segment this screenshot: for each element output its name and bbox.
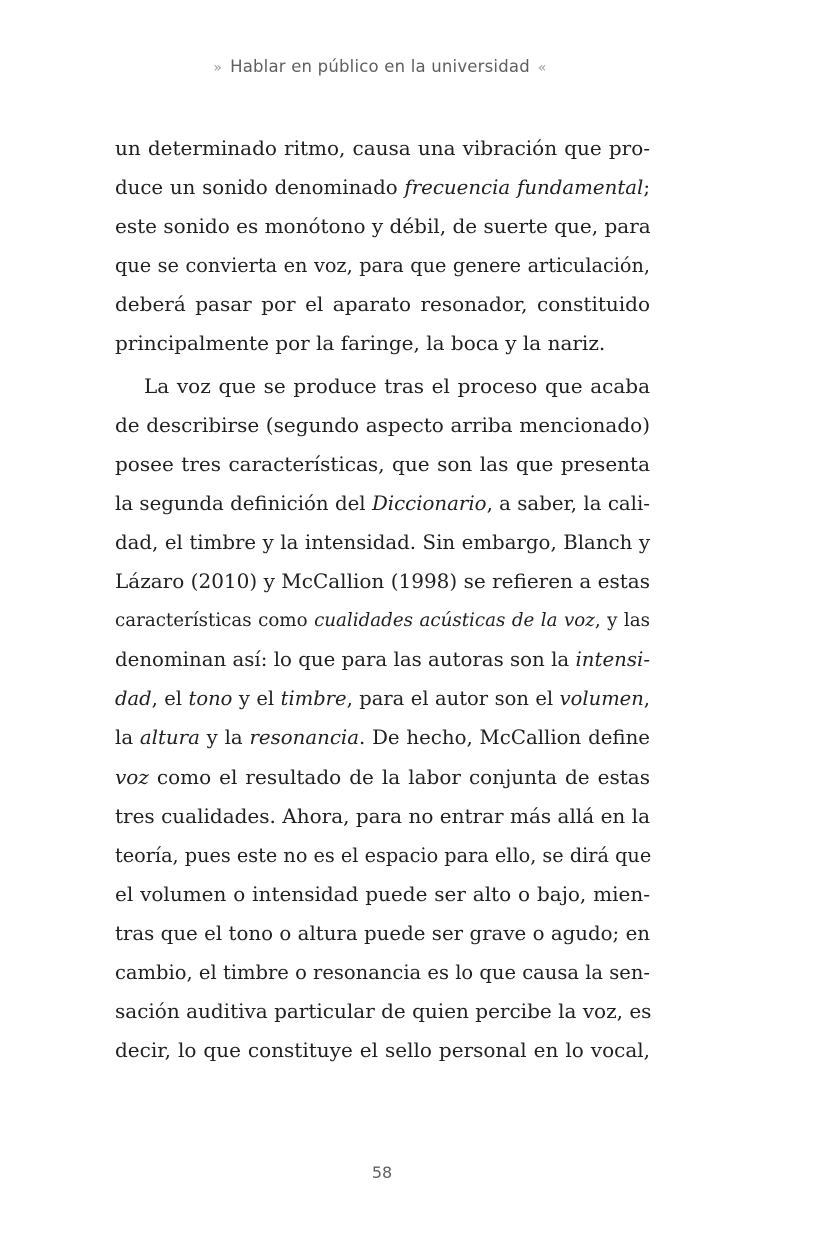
text-line: de describirse (segundo aspecto arriba mencionado) bbox=[115, 412, 650, 437]
text-line: el volumen o intensidad puede ser alto o bajo, mien- bbox=[115, 881, 650, 906]
text-line bbox=[115, 718, 650, 757]
text-line: cambio, el timbre o resonancia es lo que causa la sen- bbox=[115, 960, 650, 984]
text-line: tras que el tono o altura puede ser grave o agudo; en bbox=[115, 921, 650, 945]
text-span: , bbox=[643, 687, 650, 711]
text-span: . De hecho, McCallion define bbox=[359, 726, 650, 750]
text-span: , el bbox=[151, 687, 189, 711]
text-line: este sonido es monótono y débil, de suerte que, para bbox=[115, 214, 651, 239]
text-span: características como bbox=[115, 610, 315, 632]
italic-term: dad bbox=[115, 687, 152, 711]
body-text bbox=[115, 129, 650, 1070]
text-line bbox=[115, 168, 650, 207]
text-line: deberá pasar por el aparato resonador, constituido bbox=[115, 292, 650, 317]
italic-term: frecuencia fundamental bbox=[404, 176, 644, 200]
text-line bbox=[115, 758, 650, 797]
text-span: , y las bbox=[594, 610, 651, 632]
italic-term: cualidades acústicas de la voz bbox=[314, 610, 595, 632]
italic-term: altura bbox=[139, 726, 200, 750]
text-span: denominan así: lo que para las autoras son la bbox=[115, 648, 576, 672]
text-span: , para el autor son el bbox=[346, 687, 560, 711]
paragraph-2 bbox=[115, 367, 650, 1071]
text-line: posee tres características, que son las que presenta bbox=[115, 451, 650, 476]
text-line: La voz que se produce tras el proceso que acaba bbox=[144, 373, 650, 398]
italic-term: voz bbox=[115, 764, 149, 789]
text-line: teoría, pues este no es el espacio para ello, se dirá que bbox=[115, 843, 652, 867]
text-line: tres cualidades. Ahora, para no entrar más allá en la bbox=[115, 803, 650, 828]
text-line: principalmente por la faringe, la boca y la nariz. bbox=[115, 331, 606, 356]
text-line bbox=[115, 679, 650, 718]
header-left-mark: » bbox=[213, 60, 223, 76]
text-span: , a saber, la cali- bbox=[486, 491, 650, 515]
text-line: sación auditiva particular de quien percibe la voz, es bbox=[115, 999, 652, 1024]
text-line bbox=[115, 601, 650, 640]
text-line bbox=[115, 484, 650, 523]
text-span: la bbox=[115, 726, 140, 750]
text-line: que se convierta en voz, para que genere articulación, bbox=[115, 254, 650, 278]
italic-term: tono bbox=[188, 687, 233, 711]
italic-term: intensi- bbox=[575, 648, 650, 672]
text-line: un determinado ritmo, causa una vibración que pro- bbox=[115, 136, 650, 160]
italic-term: timbre bbox=[280, 687, 347, 711]
text-span: duce un sonido denominado bbox=[115, 176, 405, 200]
text-line: decir, lo que constituye el sello personal en lo vocal, bbox=[115, 1038, 650, 1063]
text-line: Lázaro (2010) y McCallion (1998) se refieren a estas bbox=[115, 569, 650, 594]
header-title: Hablar en público en la universidad bbox=[230, 57, 530, 76]
italic-term: Diccionario bbox=[371, 491, 487, 515]
text-span: como el resultado de la labor conjunta de estas bbox=[148, 764, 650, 789]
paragraph-1 bbox=[115, 129, 650, 364]
text-span: y la bbox=[199, 726, 250, 750]
header-right-mark: « bbox=[537, 60, 547, 76]
page-number: 58 bbox=[371, 1163, 393, 1182]
text-span: y el bbox=[232, 687, 281, 711]
italic-term: volumen bbox=[559, 687, 644, 711]
italic-term: resonancia bbox=[249, 726, 360, 750]
running-header bbox=[0, 57, 760, 76]
text-line bbox=[115, 640, 650, 679]
text-line: dad, el timbre y la intensidad. Sin embargo, Blanch y bbox=[115, 530, 650, 554]
text-span: la segunda definición del bbox=[115, 491, 372, 515]
text-span: ; bbox=[643, 176, 651, 200]
